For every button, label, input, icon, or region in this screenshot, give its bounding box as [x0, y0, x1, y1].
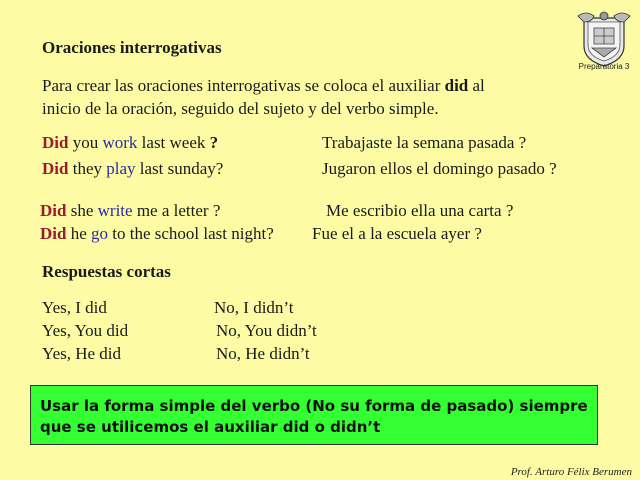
- rule-note-text: [40, 396, 588, 438]
- intro-line-2: inicio de la oración, seguido del sujeto y del verbo simple.: [42, 99, 439, 118]
- example-translation-4: Fue el a la escuela ayer ?: [312, 224, 482, 243]
- intro-line-1-start: Para crear las oraciones interrogativas se coloca el auxiliar: [42, 76, 445, 95]
- answer-yes-3: Yes, He did: [42, 344, 122, 363]
- example-rest: me a letter ?: [132, 201, 221, 220]
- answer-no-3: No, He didn’t: [216, 344, 310, 363]
- intro-paragraph: [42, 74, 485, 120]
- example-aux: Did: [42, 133, 69, 152]
- example-question-1: [42, 133, 218, 153]
- example-rest: last sunday?: [135, 159, 224, 178]
- short-answers-heading: Respuestas cortas: [42, 262, 171, 281]
- example-aux: Did: [40, 224, 67, 243]
- example-verb: work: [102, 133, 138, 152]
- rule-note-box: [30, 385, 598, 445]
- logo-caption: Preparatoria 3: [578, 62, 630, 71]
- example-aux: Did: [42, 159, 69, 178]
- example-subject: he: [66, 224, 92, 243]
- intro-auxiliary-word: did: [444, 76, 469, 95]
- example-question-4: [40, 224, 274, 244]
- example-aux: Did: [40, 201, 67, 220]
- intro-line-1: [42, 74, 485, 97]
- example-verb: write: [97, 201, 133, 220]
- answer-yes-2: Yes, You did: [42, 321, 129, 340]
- example-verb: play: [106, 159, 136, 178]
- author-footer: Prof. Arturo Félix Berumen: [510, 466, 632, 478]
- intro-line-1-end: al: [468, 76, 485, 95]
- example-question-mark: ?: [209, 133, 219, 152]
- rule-note-line-2: que se utilicemos el auxiliar did o didn’t: [40, 418, 381, 436]
- example-rest: last week: [137, 133, 210, 152]
- answer-no-2: No, You didn’t: [216, 321, 317, 340]
- example-question-3: [40, 201, 220, 221]
- example-verb: go: [91, 224, 109, 243]
- page-title: Oraciones interrogativas: [42, 38, 222, 57]
- example-translation-3: Me escribio ella una carta ?: [326, 201, 514, 220]
- answer-yes-1: Yes, I did: [42, 298, 107, 317]
- answer-no-1: No, I didn’t: [214, 298, 294, 317]
- example-subject: you: [68, 133, 103, 152]
- example-translation-1: Trabajaste la semana pasada ?: [322, 133, 527, 152]
- example-question-2: [42, 159, 223, 179]
- example-rest: to the school last night?: [108, 224, 274, 243]
- example-subject: she: [66, 201, 98, 220]
- example-subject: they: [68, 159, 107, 178]
- example-translation-2: Jugaron ellos el domingo pasado ?: [322, 159, 557, 178]
- rule-note-line-1: Usar la forma simple del verbo (No su forma de pasado) siempre: [40, 397, 588, 415]
